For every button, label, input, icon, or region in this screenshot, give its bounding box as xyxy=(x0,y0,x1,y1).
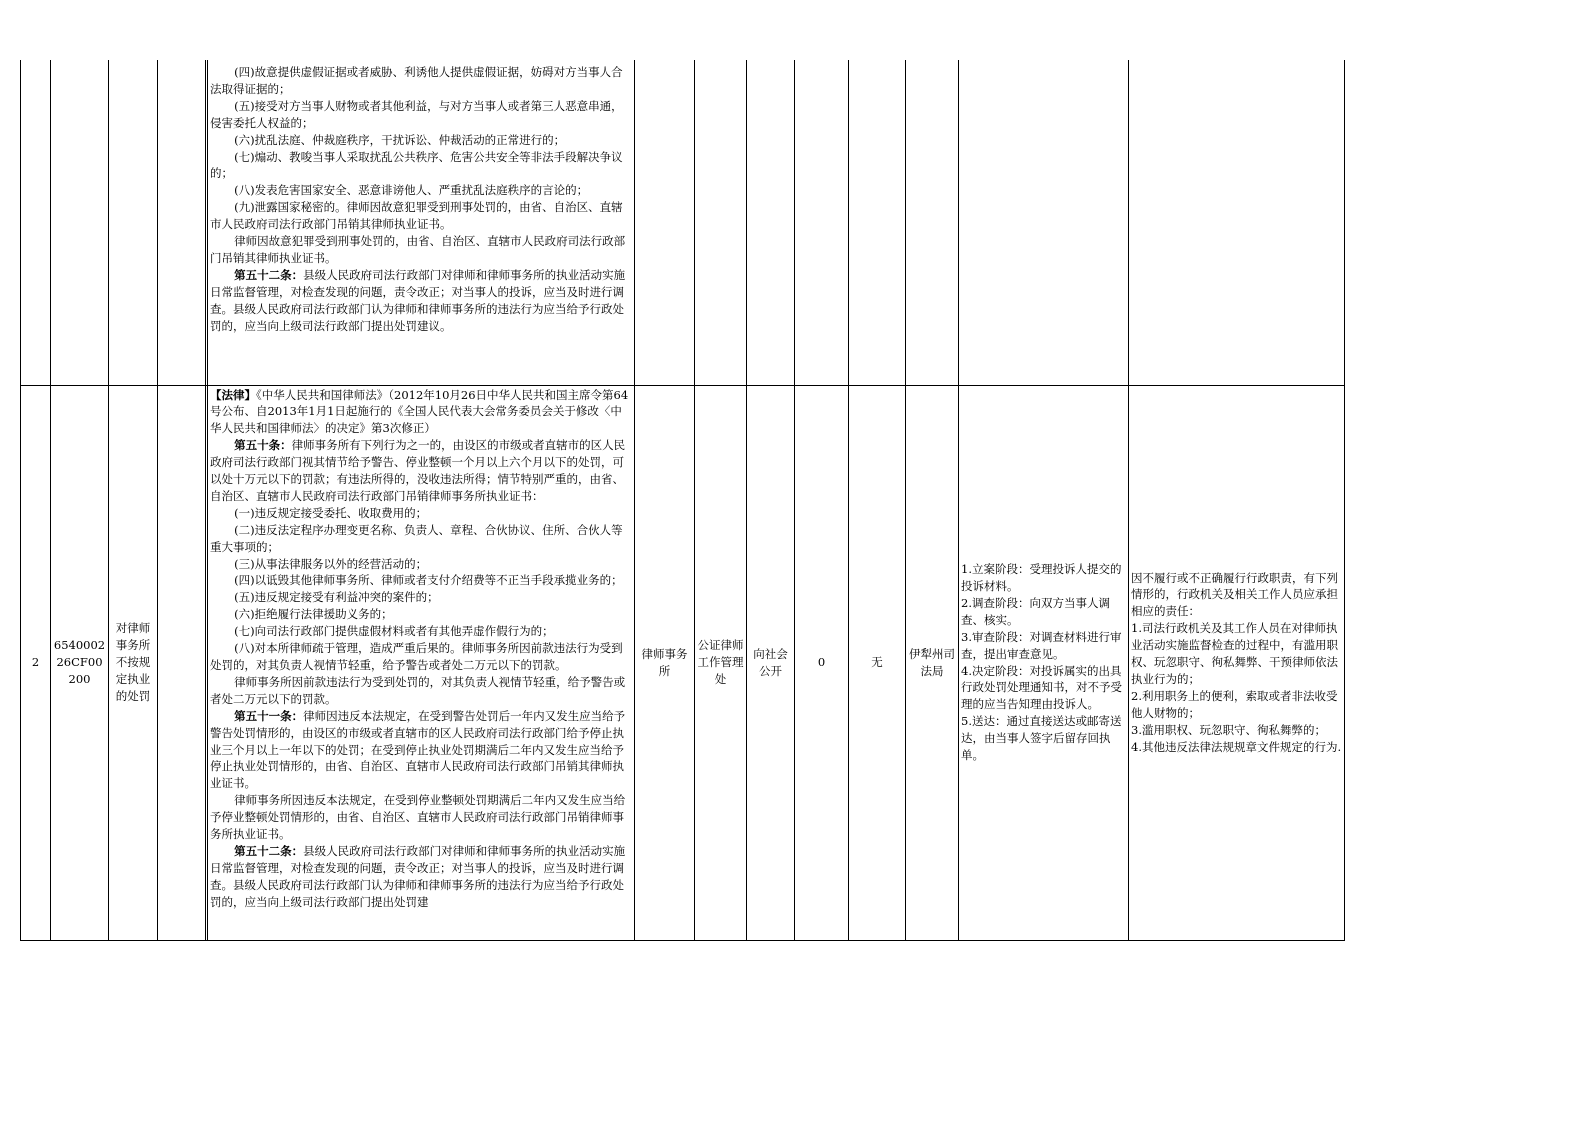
count-cell xyxy=(795,60,849,385)
name-cell: 对律师事务所不按规定执业的处罚 xyxy=(109,385,158,940)
process-cell xyxy=(959,385,1129,940)
paragraph-text: (七)煽动、教唆当事人采取扰乱公共秩序、危害公共安全等非法手段解决争议的； xyxy=(210,149,623,181)
liability-item: 1.司法行政机关及其工作人员在对律师执业活动实施监督检查的过程中，有滥用职权、玩忽职守、徇私舞弊、干预律师依法执业行为的； xyxy=(1131,621,1338,686)
clause-paragraph xyxy=(210,64,632,98)
seq-cell xyxy=(21,60,51,385)
clause-paragraph xyxy=(210,182,632,199)
paragraph-text: (五)接受对方当事人财物或者其他利益，与对方当事人或者第三人恶意串通，侵害委托人权益的； xyxy=(210,98,623,130)
clause-paragraph xyxy=(210,792,632,843)
data-table xyxy=(20,60,1345,941)
empty-cell xyxy=(158,60,206,385)
article-paragraph xyxy=(210,843,632,911)
paragraph-text: (四)以诋毁其他律师事务所、律师或者支付介绍费等不正当手段承揽业务的； xyxy=(234,573,623,588)
clause-paragraph xyxy=(210,623,632,640)
article-heading: 第五十二条： xyxy=(234,843,304,858)
liability-item: 4.其他违反法律法规规章文件规定的行为. xyxy=(1131,739,1342,754)
article-paragraph xyxy=(210,267,632,335)
clause-paragraph xyxy=(210,572,632,589)
paragraph-text: 律师事务所有下列行为之一的，由设区的市级或者直辖市的区人民政府司法行政部门视其情节给予警告、停业整顿一个月以上六个月以下的处罚，可以处十万元以下的罚款；有违法所得的，没收违法所得；情节特别严重的，由省、自治区、直辖市人民政府司法行政部门吊销律师事务所执业证书： xyxy=(210,438,626,503)
process-step: 5.送达：通过直接送达或邮寄送达，由当事人签字后留存回执单。 xyxy=(961,714,1122,763)
count-cell: 0 xyxy=(795,385,849,940)
paragraph-text: (五)违反规定接受有利益冲突的案件的； xyxy=(234,590,439,605)
paragraph-text: (六)拒绝履行法律援助义务的； xyxy=(234,607,393,622)
publicity-cell: 向社会公开 xyxy=(747,385,795,940)
code-cell: 654000226CF00200 xyxy=(51,385,109,940)
clause-paragraph xyxy=(210,674,632,708)
clause-paragraph xyxy=(210,556,632,573)
process-step: 3.审查阶段：对调查材料进行审查，提出审查意见。 xyxy=(961,629,1122,661)
process-cell xyxy=(959,60,1129,385)
dept-cell xyxy=(695,60,747,385)
process-step: 2.调查阶段：向双方当事人调查、核实。 xyxy=(961,595,1110,627)
clause-paragraph xyxy=(210,98,632,132)
law-heading: 【法律】 xyxy=(210,387,256,402)
clause-paragraph xyxy=(210,606,632,623)
agency-cell xyxy=(906,60,959,385)
liability-item: 因不履行或不正确履行行政职责，有下列情形的，行政机关及相关工作人员应承担相应的责任： xyxy=(1131,570,1338,619)
object-cell xyxy=(635,60,695,385)
paragraph-text: (八)发表危害国家安全、恶意诽谤他人、严重扰乱法庭秩序的言论的； xyxy=(234,183,589,198)
clause-paragraph xyxy=(210,640,632,674)
agency-cell: 伊犁州司法局 xyxy=(906,385,959,940)
process-step: 4.决定阶段：对投诉属实的出具行政处罚处理通知书，对不予受理的应当告知理由投诉人。 xyxy=(961,663,1122,712)
publicity-cell xyxy=(747,60,795,385)
paragraph-text: (二)违反法定程序办理变更名称、负责人、章程、合伙协议、住所、合伙人等重大事项的； xyxy=(210,522,623,554)
paragraph-text: (四)故意提供虚假证据或者威胁、利诱他人提供虚假证据，妨碍对方当事人合法取得证据的； xyxy=(210,65,623,96)
paragraph-text: (七)向司法行政部门提供虚假材料或者有其他弄虚作假行为的； xyxy=(234,624,554,639)
table-row xyxy=(21,385,1345,940)
paragraph-text: 律师事务所因违反本法规定，在受到停业整顿处罚期满后二年内又发生应当给予停业整顿处罚情形的，由省、自治区、直辖市人民政府司法行政部门吊销律师事务所执业证书。 xyxy=(210,793,626,842)
clause-paragraph xyxy=(210,233,632,267)
clause-paragraph xyxy=(210,149,632,183)
process-step: 1.立案阶段：受理投诉人提交的投诉材料。 xyxy=(961,562,1122,593)
article-paragraph xyxy=(210,437,632,505)
table-row xyxy=(21,60,1345,385)
article-heading: 第五十一条： xyxy=(234,708,304,723)
clause-paragraph xyxy=(210,589,632,606)
paragraph-text: 县级人民政府司法行政部门对律师和律师事务所的执业活动实施日常监督管理，对检查发现的问题，责令改正；对当事人的投诉，应当及时进行调查。县级人民政府司法行政部门认为律师和律师事务所的违法行为应当给予行政处罚的，应当向上级司法行政部门提出处罚建议。 xyxy=(210,267,626,333)
liability-item: 2.利用职务上的便利，索取或者非法收受他人财物的； xyxy=(1131,688,1338,720)
clause-paragraph xyxy=(210,199,632,233)
empty-cell xyxy=(158,385,206,940)
legal-basis-cell xyxy=(208,385,635,940)
paragraph-text: 律师因违反本法规定，在受到警告处罚后一年内又发生应当给予警告处罚情形的，由设区的市级或者直辖市的区人民政府司法行政部门给予停止执业三个月以上一年以下的处罚；在受到停止执业处罚期满后二年内又发生应当给予停止执业处罚情形的，由省、自治区、直辖市人民政府司法行政部门吊销其律师执业证书。 xyxy=(210,708,626,791)
legal-basis-text xyxy=(210,64,632,335)
none-cell xyxy=(849,60,906,385)
article-heading: 第五十条： xyxy=(234,438,292,453)
article-paragraph xyxy=(210,708,632,793)
liability-item: 3.滥用职权、玩忽职守、徇私舞弊的； xyxy=(1131,722,1326,737)
paragraph-text: (三)从事法律服务以外的经营活动的； xyxy=(234,556,428,571)
legal-basis-text xyxy=(210,437,632,910)
dept-cell: 公证律师工作管理处 xyxy=(695,385,747,940)
legal-basis-cell xyxy=(208,60,635,385)
paragraph-text: (八)对本所律师疏于管理，造成严重后果的。律师事务所因前款违法行为受到处罚的，对其负责人视情节轻重，给予警告或者处二万元以下的罚款。 xyxy=(210,641,623,672)
name-cell xyxy=(109,60,158,385)
paragraph-text: (六)扰乱法庭、仲裁庭秩序，干扰诉讼、仲裁活动的正常进行的； xyxy=(234,132,566,147)
object-cell: 律师事务所 xyxy=(635,385,695,940)
process-steps xyxy=(961,561,1126,764)
code-cell xyxy=(51,60,109,385)
clause-paragraph xyxy=(210,132,632,149)
paragraph-text: 律师事务所因前款违法行为受到处罚的，对其负责人视情节轻重，给予警告或者处二万元以下的罚款。 xyxy=(210,674,626,706)
clause-paragraph xyxy=(210,522,632,556)
paragraph-text: (一)违反规定接受委托、收取费用的； xyxy=(234,505,428,520)
liability-cell xyxy=(1129,385,1345,940)
clause-paragraph xyxy=(210,505,632,522)
paragraph-text: 县级人民政府司法行政部门对律师和律师事务所的执业活动实施日常监督管理，对检查发现的问题，责令改正；对当事人的投诉，应当及时进行调查。县级人民政府司法行政部门认为律师和律师事务所的违法行为应当给予行政处罚的，应当向上级司法行政部门提出处罚建 xyxy=(210,843,626,909)
law-intro: 《中华人民共和国律师法》（2012年10月26日中华人民共和国主席令第64号公布、自2013年1月1日起施行的《全国人民代表大会常务委员会关于修改〈中华人民共和国律师法〉的决定》第3次修正） xyxy=(210,387,629,436)
none-cell: 无 xyxy=(849,385,906,940)
seq-cell: 2 xyxy=(21,385,51,940)
article-heading: 第五十二条： xyxy=(234,267,304,282)
liability-text xyxy=(1131,570,1342,756)
paragraph-text: (九)泄露国家秘密的。律师因故意犯罪受到刑事处罚的，由省、自治区、直辖市人民政府司法行政部门吊销其律师执业证书。 xyxy=(210,200,623,232)
liability-cell xyxy=(1129,60,1345,385)
paragraph-text: 律师因故意犯罪受到刑事处罚的，由省、自治区、直辖市人民政府司法行政部门吊销其律师执业证书。 xyxy=(210,234,626,265)
